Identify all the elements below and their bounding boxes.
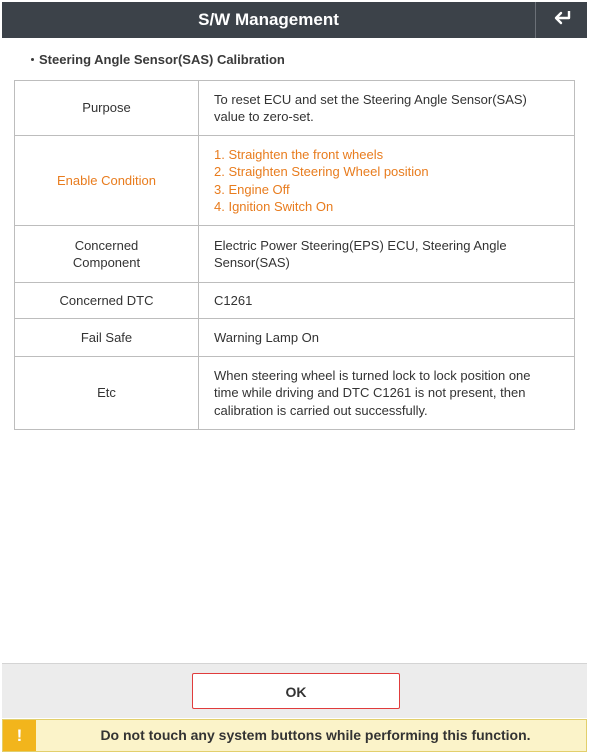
row-label: Etc (15, 357, 199, 430)
button-bar (2, 663, 587, 718)
return-arrow-icon (552, 10, 572, 31)
row-label: Fail Safe (15, 319, 199, 357)
table-row (15, 81, 575, 136)
section-heading (31, 52, 285, 67)
ok-button[interactable]: OK (192, 673, 400, 709)
warning-banner (2, 719, 587, 752)
row-value: Warning Lamp On (199, 319, 575, 357)
table-row (15, 319, 575, 357)
page-title: S/W Management (198, 10, 339, 29)
row-label: Concerned Component (15, 226, 199, 283)
table-row (15, 136, 575, 226)
row-value: When steering wheel is turned lock to lock position one time while driving and DTC C1261 is not present, then calibration is carried out successfully. (199, 357, 575, 430)
row-value: Electric Power Steering(EPS) ECU, Steering Angle Sensor(SAS) (199, 226, 575, 283)
section-heading-text: Steering Angle Sensor(SAS) Calibration (39, 52, 285, 67)
row-label: Concerned DTC (15, 283, 199, 319)
title-bar (2, 2, 587, 38)
row-value: C1261 (199, 283, 575, 319)
row-label: Purpose (15, 81, 199, 136)
warning-text: Do not touch any system buttons while performing this function. (100, 727, 531, 743)
table-row (15, 226, 575, 283)
warning-icon: ! (3, 720, 36, 751)
bullet-icon (31, 58, 34, 61)
table-row (15, 357, 575, 430)
row-label: Enable Condition (15, 136, 199, 226)
back-button[interactable] (535, 2, 587, 38)
row-value: To reset ECU and set the Steering Angle Sensor(SAS) value to zero-set. (199, 81, 575, 136)
table-row (15, 283, 575, 319)
calibration-info-table (14, 80, 575, 430)
row-value: 1. Straighten the front wheels 2. Straighten Steering Wheel position 3. Engine Off 4. Ignition Switch On (199, 136, 575, 226)
